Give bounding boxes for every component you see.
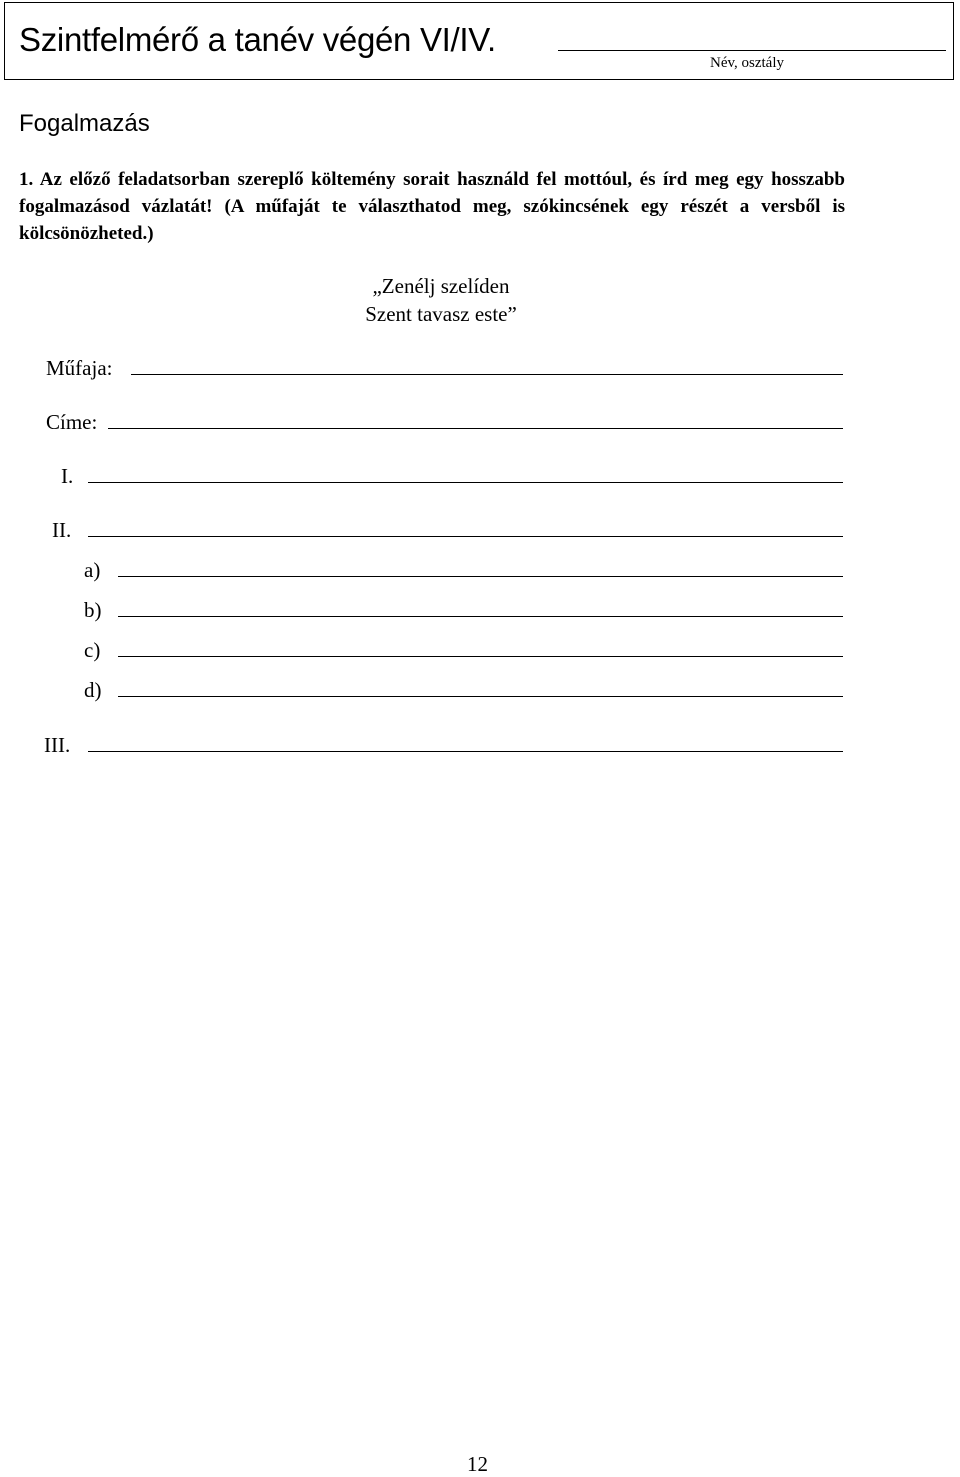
part-1-answer-line[interactable]: [88, 482, 843, 483]
title-answer-line[interactable]: [108, 428, 843, 429]
document-title: Szintfelmérő a tanév végén VI/IV.: [19, 21, 496, 58]
name-class-label: Név, osztály: [710, 55, 785, 71]
task-text: Az előző feladatsorban szereplő költemény sorait használd fel mottóul, és írd meg egy hosszabb fogalmazásod vázlatát! (A műfaját te választhatod meg, szókincsének egy részét a versből is kölcsönözheted.): [19, 169, 845, 244]
part-3-label: III.: [44, 733, 71, 757]
task-instructions: [19, 166, 845, 247]
task-number: 1.: [19, 169, 34, 190]
sub-d-answer-line[interactable]: [118, 696, 843, 697]
part-1-label: I.: [61, 464, 74, 488]
sub-c-answer-line[interactable]: [118, 656, 843, 657]
genre-label: Műfaja:: [46, 356, 113, 380]
part-3-answer-line[interactable]: [88, 751, 843, 752]
part-2-answer-line[interactable]: [88, 536, 843, 537]
title-label: Címe:: [46, 410, 98, 434]
genre-answer-line[interactable]: [131, 374, 843, 375]
name-class-line[interactable]: [558, 50, 946, 51]
sub-b-label: b): [84, 598, 102, 622]
motto-line-1: „Zenélj szelíden: [372, 274, 510, 298]
part-2-label: II.: [52, 518, 72, 542]
page-number: 12: [467, 1452, 488, 1476]
header-box: [4, 2, 954, 80]
sub-d-label: d): [84, 678, 102, 702]
sub-c-label: c): [84, 638, 101, 662]
sub-a-label: a): [84, 558, 101, 582]
motto-line-2: Szent tavasz este”: [365, 302, 517, 326]
motto: [0, 272, 882, 328]
section-title: Fogalmazás: [19, 110, 150, 137]
sub-b-answer-line[interactable]: [118, 616, 843, 617]
sub-a-answer-line[interactable]: [118, 576, 843, 577]
